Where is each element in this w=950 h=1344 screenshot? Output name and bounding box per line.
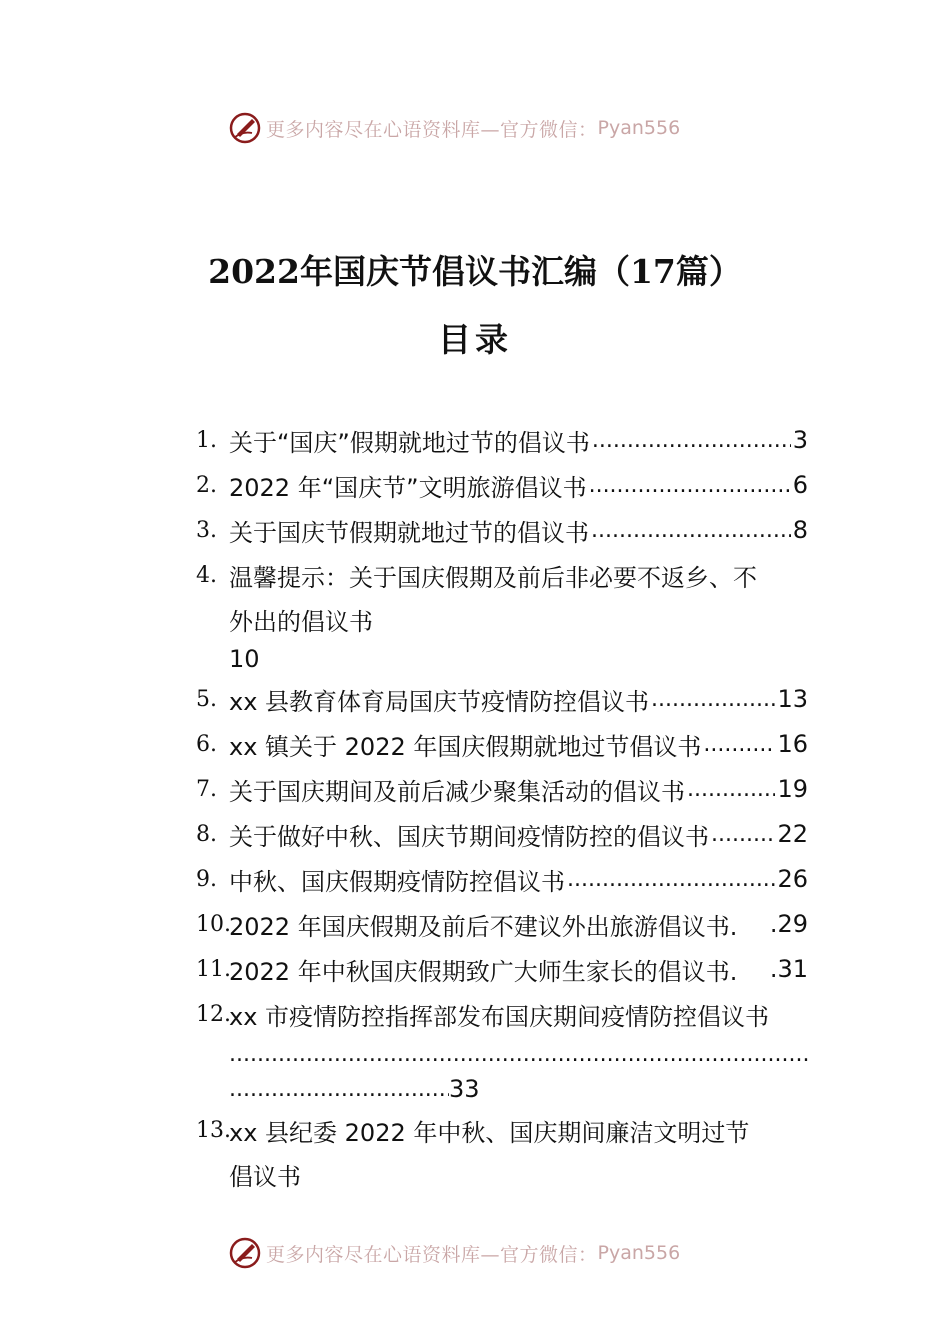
toc-leader [687,777,775,802]
watermark-banner-top [228,108,680,148]
toc-page: 22 [777,820,808,848]
toc-page: .29 [769,910,808,938]
toc-title: 中秋、国庆假期疫情防控倡议书 [229,867,565,896]
toc-entry-10[interactable] [196,902,808,946]
toc-leader [589,473,791,498]
toc-title-line-1: xx 县纪委 2022 年中秋、国庆期间廉洁文明过节 [229,1118,750,1147]
toc-title: 关于做好中秋、国庆节期间疫情防控的倡议书 [229,822,709,851]
toc-title: 关于国庆节假期就地过节的倡议书 [229,518,589,547]
toc-entry-5[interactable] [196,677,808,721]
toc-number: 3. [196,517,217,543]
toc-heading: 目录 [438,320,512,359]
toc-number: 4. [196,562,217,588]
toc-leader [591,518,791,543]
toc-page: 8 [792,516,808,544]
toc-title: 2022 年中秋国庆假期致广大师生家长的倡议书. [229,957,738,986]
toc-entry-9[interactable] [196,857,808,901]
toc-number: 11. [196,956,231,982]
watermark-wechat-id: Pyan556 [597,117,681,139]
toc-number: 9. [196,866,217,892]
toc-title: 2022 年国庆假期及前后不建议外出旅游倡议书. [229,912,738,941]
toc-number: 8. [196,821,217,847]
toc-title: 关于“国庆”假期就地过节的倡议书 [229,428,590,457]
toc-entry-8[interactable] [196,812,808,856]
toc-title-line-2: 倡议书 [229,1162,301,1191]
toc-title: 关于国庆期间及前后减少聚集活动的倡议书 [229,777,685,806]
toc-number: 5. [196,686,217,712]
watermark-banner-bottom [228,1233,680,1273]
pen-logo-icon [228,111,262,145]
toc-entry-12[interactable] [196,992,808,1106]
toc-number: 2. [196,472,217,498]
watermark-text: 更多内容尽在心语资料库—官方微信： [266,118,598,141]
toc-title: xx 市疫情防控指挥部发布国庆期间疫情防控倡议书 [229,1002,770,1031]
toc-leader [703,732,775,757]
toc-page: 3 [792,426,808,454]
toc-page: 10 [229,645,260,673]
toc-title: xx 县教育体育局国庆节疫情防控倡议书 [229,687,650,716]
watermark-wechat-id: Pyan556 [597,1242,681,1264]
toc-title-line-2: 外出的倡议书 [229,607,373,636]
toc-leader [651,687,775,712]
toc-number: 13. [196,1117,231,1143]
toc-title-line-1: 温馨提示：关于国庆假期及前后非必要不返乡、不 [229,563,757,592]
toc-entry-11[interactable] [196,947,808,991]
toc-entry-3[interactable] [196,508,808,552]
toc-page: .31 [769,955,808,983]
toc-entry-7[interactable] [196,767,808,811]
toc-leader [711,822,775,847]
toc-number: 7. [196,776,217,802]
toc-entry-13[interactable] [196,1108,808,1196]
toc-number: 1. [196,427,217,453]
toc-page: 19 [777,775,808,803]
toc-leader [592,428,791,453]
toc-page: 6 [792,471,808,499]
toc-leader [567,867,775,892]
toc-title: 2022 年“国庆节”文明旅游倡议书 [229,473,587,502]
pen-logo-icon [228,1236,262,1270]
toc-leader [229,1042,808,1067]
toc-page: 13 [777,685,808,713]
watermark-text: 更多内容尽在心语资料库—官方微信： [266,1243,598,1266]
toc-leader [229,1077,449,1102]
toc-page: 16 [777,730,808,758]
toc-entry-6[interactable] [196,722,808,766]
toc-entry-2[interactable] [196,463,808,507]
toc-entry-4[interactable] [196,553,808,677]
toc-page: 26 [777,865,808,893]
toc-number: 10. [196,911,231,937]
toc-number: 6. [196,731,217,757]
document-title: 2022年国庆节倡议书汇编（17篇） [208,252,742,291]
toc-page: 33 [449,1075,480,1103]
toc-title: xx 镇关于 2022 年国庆假期就地过节倡议书 [229,732,702,761]
toc-number: 12. [196,1001,231,1027]
toc-entry-1[interactable] [196,418,808,462]
